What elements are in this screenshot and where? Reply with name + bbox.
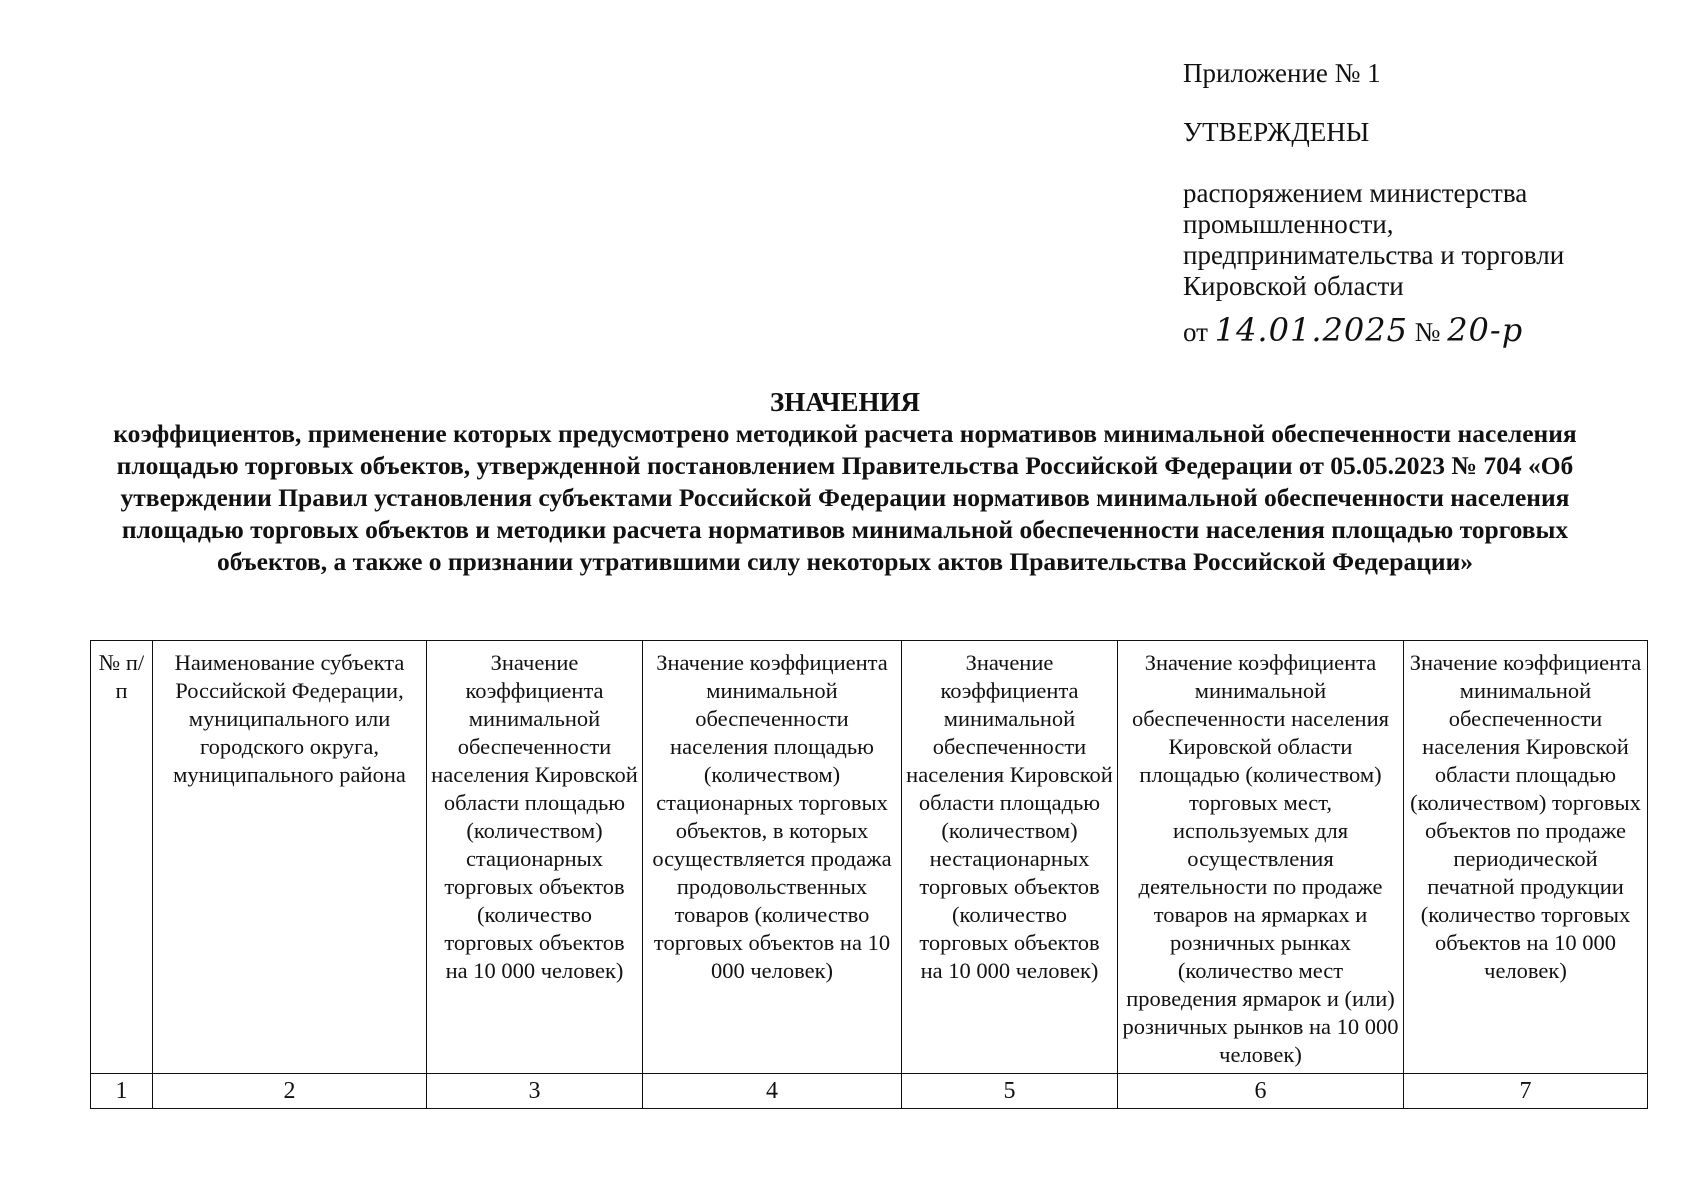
table-row [91,1074,1648,1109]
order-reference [1183,312,1523,350]
column-number-cell: 7 [1404,1074,1648,1109]
from-label: от [1183,317,1208,347]
header-cell-number: № п/п [91,641,153,1074]
number-label: № [1414,317,1441,347]
header-cell-food-stationary: Значение коэффициента минимальной обеспеченности населения площадью (количеством) стационарных торговых объектов, в которых осуществляется продажа продовольственных товаров (количество торговых объектов на 10 000 человек) [643,641,902,1074]
coefficients-table [90,640,1648,1109]
column-number-cell: 4 [643,1074,902,1109]
appendix-label: Приложение № 1 [1183,58,1381,88]
handwritten-number: 20-р [1447,311,1524,349]
column-number-cell: 3 [427,1074,643,1109]
document-title [80,386,1610,578]
column-number-cell: 6 [1118,1074,1404,1109]
header-cell-periodicals: Значение коэффициента минимальной обеспеченности населения Кировской области площадью (количеством) торговых объектов по продаже периодической печатной продукции (количество торговых объектов на 10 000 человек) [1404,641,1648,1074]
title-body: коэффициентов, применение которых предусмотрено методикой расчета нормативов минимальной обеспеченности населения площадью торговых объектов, утвержденной постановлением Правительства Российской Федерации от 05.05.2023 № 704 «Об утверждении Правил установления субъектами Российской Федерации нормативов минимальной обеспеченности населения площадью торговых объектов и методики расчета нормативов минимальной обеспеченности населения площадью торговых объектов, а также о признании утратившими силу некоторых актов Правительства Российской Федерации» [113,419,1577,576]
title-heading: ЗНАЧЕНИЯ [770,387,920,417]
table-header-row [91,641,1648,1074]
header-cell-non-stationary: Значение коэффициента минимальной обеспеченности населения Кировской области площадью (количеством) нестационарных торговых объектов (количество торговых объектов на 10 000 человек) [902,641,1118,1074]
approval-block [1183,58,1643,302]
approval-line-3: предпринимательства и торговли [1183,240,1565,270]
column-number-cell: 2 [153,1074,427,1109]
handwritten-date: 14.01.2025 [1214,311,1408,349]
column-number-cell: 5 [902,1074,1118,1109]
approval-line-4: Кировской области [1183,271,1404,301]
column-number-cell: 1 [91,1074,153,1109]
approval-line-1: распоряжением министерства [1183,178,1528,208]
header-cell-subject-name: Наименование субъекта Российской Федерации, муниципального или городского округа, муниципального района [153,641,427,1074]
header-cell-stationary: Значение коэффициента минимальной обеспеченности населения Кировской области площадью (количеством) стационарных торговых объектов (количество торговых объектов на 10 000 человек) [427,641,643,1074]
approved-label: УТВЕРЖДЕНЫ [1183,117,1370,147]
approval-line-2: промышленности, [1183,209,1394,239]
header-cell-fairs-markets: Значение коэффициента минимальной обеспеченности населения Кировской области площадью (количеством) торговых мест, используемых для осуществления деятельности по продаже товаров на ярмарках и розничных рынках (количество мест проведения ярмарок и (или) розничных рынков на 10 000 человек) [1118,641,1404,1074]
